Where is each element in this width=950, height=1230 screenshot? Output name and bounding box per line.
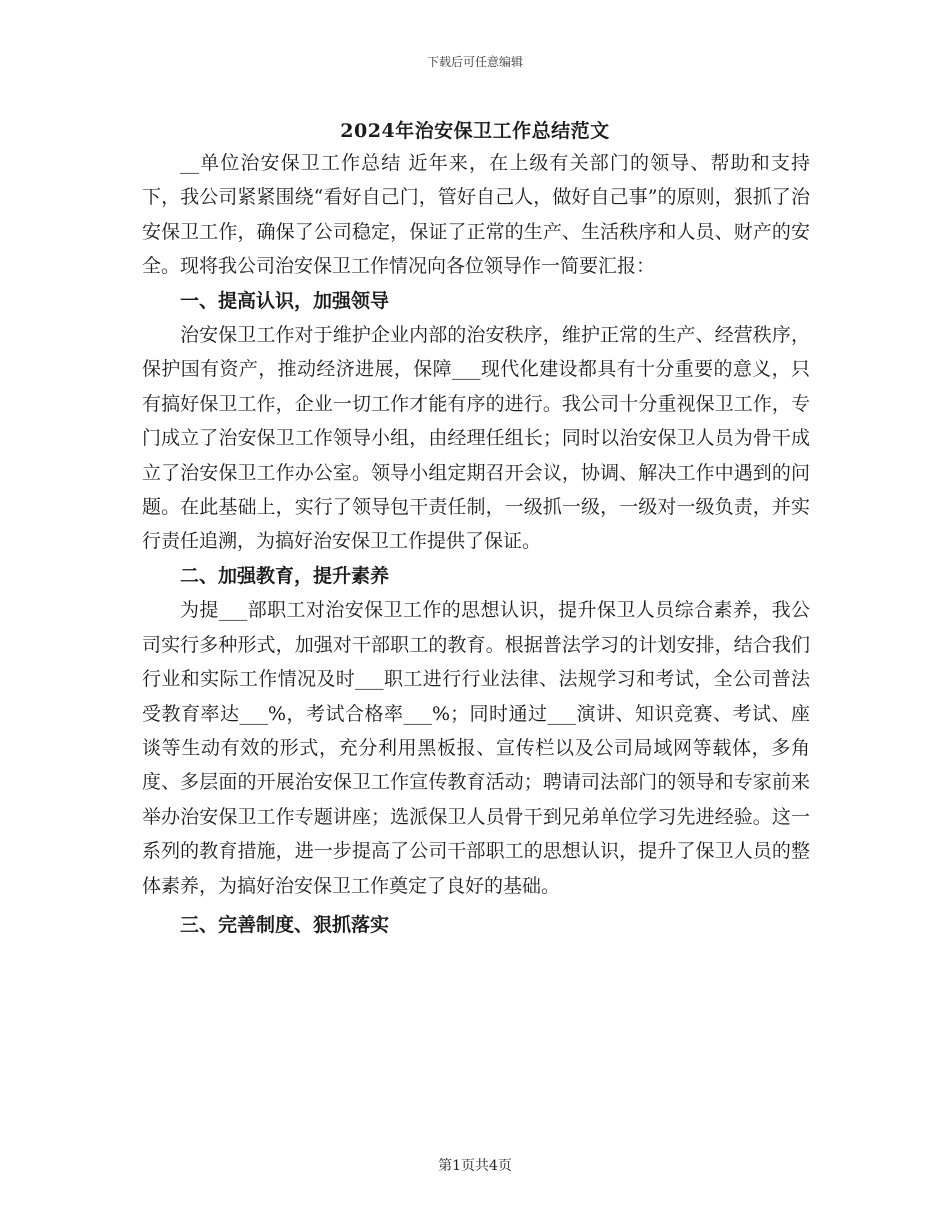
section-2-body: 为提___部职工对治安保卫工作的思想认识，提升保卫人员综合素养，我公司实行多种形式，加强对干部职工的教育。根据普法学习的计划安排，结合我们行业和实际工作情况及时___职工进行行业法律、法规学习和考试，全公司普法受教育率达___%，考试合格率___%；同时通过___演讲、知识竞赛、考试、座谈等生动有效的形式，充分利用黑板报、宣传栏以及公司局域网等载体，多角度、多层面的开展治安保卫工作宣传教育活动；聘请司法部门的领导和专家前来举办治安保卫工作专题讲座；选派保卫人员骨干到兄弟单位学习先进经验。这一系列的教育措施，进一步提高了公司干部职工的思想认识，提升了保卫人员的整体素养，为搞好治安保卫工作奠定了良好的基础。 <box>142 599 810 897</box>
page-header-note: 下载后可任意编辑 <box>426 55 523 69</box>
section-1-heading: 一、提高认识，加强领导 <box>180 289 390 312</box>
intro-paragraph: __单位治安保卫工作总结 近年来，在上级有关部门的领导、帮助和支持下，我公司紧紧围绕“看好自己门，管好自己人，做好自己事”的原则，狠抓了治安保卫工作，确保了公司稳定，保证了正常的生产、生活秩序和人员、财产的安全。现将我公司治安保卫工作情况向各位领导作一简要汇报： <box>142 152 810 278</box>
section-3-heading: 三、完善制度、狠抓落实 <box>180 913 390 936</box>
section-2-heading: 二、加强教育，提升素养 <box>180 564 390 587</box>
document-body <box>142 146 810 942</box>
document-title: 2024年治安保卫工作总结范文 <box>340 120 610 142</box>
section-1-body: 治安保卫工作对于维护企业内部的治安秩序，维护正常的生产、经营秩序，保护国有资产，推动经济进展，保障___现代化建设都具有十分重要的意义，只有搞好保卫工作，企业一切工作才能有序的进行。我公司十分重视保卫工作，专门成立了治安保卫工作领导小组，由经理任组长；同时以治安保卫人员为骨干成立了治安保卫工作办公室。领导小组定期召开会议，协调、解决工作中遇到的问题。在此基础上，实行了领导包干责任制，一级抓一级，一级对一级负责，并实行责任追溯，为搞好治安保卫工作提供了保证。 <box>142 324 810 553</box>
page-number: 第1页共4页 <box>438 1158 512 1174</box>
